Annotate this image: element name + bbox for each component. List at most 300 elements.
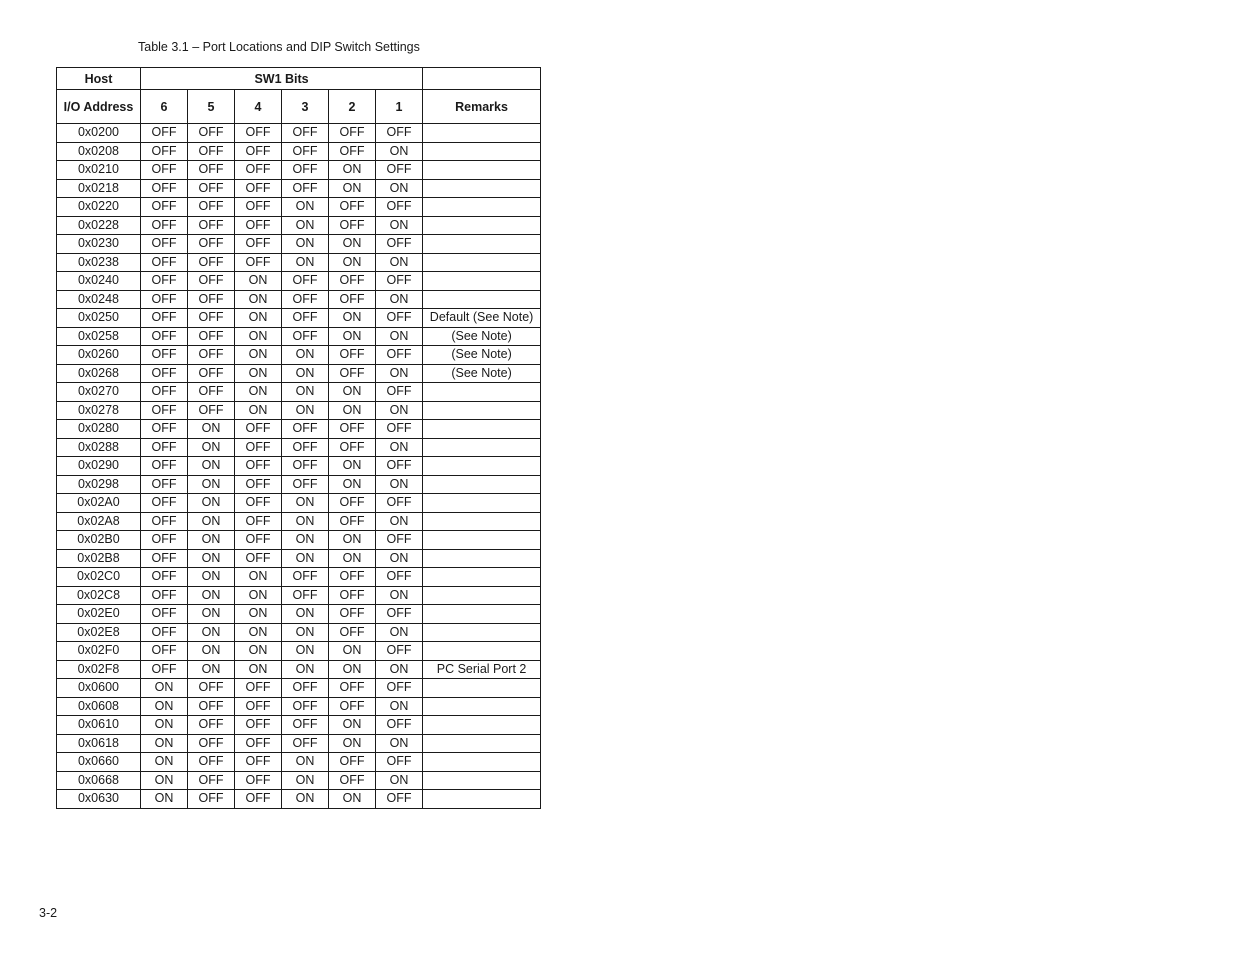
remarks-cell xyxy=(423,290,541,309)
switch-bit-cell: ON xyxy=(282,790,329,809)
io-address-cell: 0x02A0 xyxy=(57,494,141,513)
remarks-cell xyxy=(423,216,541,235)
switch-bit-cell: OFF xyxy=(141,364,188,383)
switch-bit-cell: ON xyxy=(282,531,329,550)
table-row xyxy=(57,364,541,383)
switch-bit-cell: OFF xyxy=(141,142,188,161)
switch-bit-cell: ON xyxy=(329,475,376,494)
io-address-cell: 0x0230 xyxy=(57,235,141,254)
switch-bit-cell: OFF xyxy=(141,420,188,439)
switch-bit-cell: ON xyxy=(235,401,282,420)
switch-bit-cell: OFF xyxy=(376,679,423,698)
switch-bit-cell: OFF xyxy=(282,272,329,291)
header-bit-2: 2 xyxy=(329,90,376,124)
io-address-cell: 0x0278 xyxy=(57,401,141,420)
switch-bit-cell: ON xyxy=(329,716,376,735)
switch-bit-cell: OFF xyxy=(376,605,423,624)
switch-bit-cell: OFF xyxy=(329,494,376,513)
switch-bit-cell: ON xyxy=(188,531,235,550)
switch-bit-cell: OFF xyxy=(188,272,235,291)
switch-bit-cell: OFF xyxy=(141,309,188,328)
switch-bit-cell: ON xyxy=(282,494,329,513)
switch-bit-cell: OFF xyxy=(376,383,423,402)
switch-bit-cell: ON xyxy=(376,771,423,790)
io-address-cell: 0x02C0 xyxy=(57,568,141,587)
switch-bit-cell: OFF xyxy=(376,753,423,772)
switch-bit-cell: ON xyxy=(282,198,329,217)
remarks-cell xyxy=(423,420,541,439)
switch-bit-cell: OFF xyxy=(282,457,329,476)
switch-bit-cell: OFF xyxy=(141,475,188,494)
switch-bit-cell: OFF xyxy=(235,475,282,494)
switch-bit-cell: OFF xyxy=(188,235,235,254)
switch-bit-cell: ON xyxy=(282,235,329,254)
table-row xyxy=(57,623,541,642)
switch-bit-cell: OFF xyxy=(235,235,282,254)
switch-bit-cell: OFF xyxy=(141,216,188,235)
switch-bit-cell: ON xyxy=(376,290,423,309)
switch-bit-cell: ON xyxy=(188,438,235,457)
switch-bit-cell: OFF xyxy=(235,457,282,476)
switch-bit-cell: ON xyxy=(141,697,188,716)
remarks-cell: PC Serial Port 2 xyxy=(423,660,541,679)
switch-bit-cell: OFF xyxy=(329,198,376,217)
switch-bit-cell: ON xyxy=(329,383,376,402)
header-bit-3: 3 xyxy=(282,90,329,124)
switch-bit-cell: ON xyxy=(188,586,235,605)
switch-bit-cell: ON xyxy=(235,605,282,624)
table-header xyxy=(57,68,541,124)
switch-bit-cell: OFF xyxy=(188,179,235,198)
switch-bit-cell: OFF xyxy=(188,161,235,180)
table-row xyxy=(57,142,541,161)
switch-bit-cell: OFF xyxy=(376,457,423,476)
switch-bit-cell: ON xyxy=(282,660,329,679)
switch-bit-cell: ON xyxy=(188,660,235,679)
switch-bit-cell: OFF xyxy=(141,457,188,476)
header-bit-6: 6 xyxy=(141,90,188,124)
io-address-cell: 0x02B8 xyxy=(57,549,141,568)
io-address-cell: 0x0608 xyxy=(57,697,141,716)
switch-bit-cell: OFF xyxy=(235,512,282,531)
switch-bit-cell: ON xyxy=(376,512,423,531)
switch-bit-cell: OFF xyxy=(188,216,235,235)
remarks-cell xyxy=(423,586,541,605)
header-io-address: I/O Address xyxy=(57,90,141,124)
io-address-cell: 0x0290 xyxy=(57,457,141,476)
switch-bit-cell: OFF xyxy=(329,438,376,457)
switch-bit-cell: OFF xyxy=(235,198,282,217)
switch-bit-cell: OFF xyxy=(282,179,329,198)
switch-bit-cell: OFF xyxy=(235,216,282,235)
switch-bit-cell: ON xyxy=(329,734,376,753)
remarks-cell xyxy=(423,401,541,420)
switch-bit-cell: ON xyxy=(376,475,423,494)
io-address-cell: 0x0258 xyxy=(57,327,141,346)
switch-bit-cell: OFF xyxy=(188,790,235,809)
switch-bit-cell: OFF xyxy=(376,235,423,254)
switch-bit-cell: ON xyxy=(282,753,329,772)
switch-bit-cell: OFF xyxy=(141,438,188,457)
switch-bit-cell: ON xyxy=(188,605,235,624)
switch-bit-cell: OFF xyxy=(188,142,235,161)
header-remarks-top xyxy=(423,68,541,90)
switch-bit-cell: OFF xyxy=(282,679,329,698)
remarks-cell xyxy=(423,475,541,494)
table-row xyxy=(57,568,541,587)
switch-bit-cell: ON xyxy=(282,512,329,531)
switch-bit-cell: ON xyxy=(235,309,282,328)
table-row xyxy=(57,734,541,753)
switch-bit-cell: OFF xyxy=(282,438,329,457)
switch-bit-cell: OFF xyxy=(282,586,329,605)
switch-bit-cell: ON xyxy=(329,457,376,476)
switch-bit-cell: OFF xyxy=(376,494,423,513)
remarks-cell xyxy=(423,198,541,217)
switch-bit-cell: OFF xyxy=(188,290,235,309)
table-row xyxy=(57,216,541,235)
switch-bit-cell: OFF xyxy=(282,124,329,143)
switch-bit-cell: OFF xyxy=(329,623,376,642)
switch-bit-cell: OFF xyxy=(282,568,329,587)
switch-bit-cell: OFF xyxy=(282,290,329,309)
switch-bit-cell: OFF xyxy=(235,549,282,568)
switch-bit-cell: ON xyxy=(235,623,282,642)
table-row xyxy=(57,549,541,568)
table-caption: Table 3.1 – Port Locations and DIP Switch Settings xyxy=(138,40,420,54)
switch-bit-cell: OFF xyxy=(141,494,188,513)
switch-bit-cell: OFF xyxy=(329,346,376,365)
io-address-cell: 0x0288 xyxy=(57,438,141,457)
table-row xyxy=(57,494,541,513)
remarks-cell xyxy=(423,679,541,698)
switch-bit-cell: ON xyxy=(282,549,329,568)
io-address-cell: 0x0240 xyxy=(57,272,141,291)
switch-bit-cell: OFF xyxy=(376,272,423,291)
switch-bit-cell: OFF xyxy=(235,420,282,439)
switch-bit-cell: OFF xyxy=(141,161,188,180)
switch-bit-cell: OFF xyxy=(188,383,235,402)
switch-bit-cell: OFF xyxy=(188,253,235,272)
switch-bit-cell: OFF xyxy=(282,420,329,439)
remarks-cell xyxy=(423,716,541,735)
switch-bit-cell: ON xyxy=(141,716,188,735)
switch-bit-cell: ON xyxy=(141,679,188,698)
io-address-cell: 0x0630 xyxy=(57,790,141,809)
switch-bit-cell: OFF xyxy=(141,383,188,402)
switch-bit-cell: OFF xyxy=(188,753,235,772)
switch-bit-cell: OFF xyxy=(235,734,282,753)
switch-bit-cell: OFF xyxy=(235,179,282,198)
io-address-cell: 0x0268 xyxy=(57,364,141,383)
switch-bit-cell: OFF xyxy=(376,531,423,550)
switch-bit-cell: ON xyxy=(376,216,423,235)
table-row xyxy=(57,457,541,476)
switch-bit-cell: OFF xyxy=(235,161,282,180)
io-address-cell: 0x0298 xyxy=(57,475,141,494)
remarks-cell xyxy=(423,790,541,809)
switch-bit-cell: OFF xyxy=(188,679,235,698)
switch-bit-cell: ON xyxy=(282,383,329,402)
switch-bit-cell: OFF xyxy=(329,568,376,587)
switch-bit-cell: ON xyxy=(282,623,329,642)
io-address-cell: 0x02C8 xyxy=(57,586,141,605)
io-address-cell: 0x0270 xyxy=(57,383,141,402)
switch-bit-cell: OFF xyxy=(188,716,235,735)
switch-bit-cell: OFF xyxy=(282,309,329,328)
table-row xyxy=(57,716,541,735)
switch-bit-cell: ON xyxy=(329,531,376,550)
switch-bit-cell: OFF xyxy=(329,272,376,291)
switch-bit-cell: ON xyxy=(329,161,376,180)
switch-bit-cell: ON xyxy=(235,568,282,587)
table-body xyxy=(57,124,541,809)
switch-bit-cell: OFF xyxy=(188,346,235,365)
switch-bit-cell: OFF xyxy=(141,290,188,309)
header-row-bottom xyxy=(57,90,541,124)
switch-bit-cell: OFF xyxy=(235,716,282,735)
remarks-cell xyxy=(423,124,541,143)
switch-bit-cell: ON xyxy=(282,401,329,420)
switch-bit-cell: OFF xyxy=(235,790,282,809)
remarks-cell xyxy=(423,512,541,531)
io-address-cell: 0x0210 xyxy=(57,161,141,180)
io-address-cell: 0x0220 xyxy=(57,198,141,217)
switch-bit-cell: ON xyxy=(235,660,282,679)
header-bit-1: 1 xyxy=(376,90,423,124)
switch-bit-cell: OFF xyxy=(235,531,282,550)
io-address-cell: 0x0600 xyxy=(57,679,141,698)
switch-bit-cell: ON xyxy=(376,586,423,605)
switch-bit-cell: OFF xyxy=(282,697,329,716)
switch-bit-cell: ON xyxy=(376,660,423,679)
switch-bit-cell: ON xyxy=(282,253,329,272)
switch-bit-cell: ON xyxy=(376,364,423,383)
remarks-cell xyxy=(423,142,541,161)
remarks-cell xyxy=(423,605,541,624)
remarks-cell: (See Note) xyxy=(423,346,541,365)
table-row xyxy=(57,272,541,291)
switch-bit-cell: OFF xyxy=(329,364,376,383)
io-address-cell: 0x02F0 xyxy=(57,642,141,661)
switch-bit-cell: OFF xyxy=(188,309,235,328)
switch-bit-cell: ON xyxy=(188,420,235,439)
io-address-cell: 0x02F8 xyxy=(57,660,141,679)
switch-bit-cell: ON xyxy=(376,253,423,272)
switch-bit-cell: ON xyxy=(282,771,329,790)
io-address-cell: 0x0618 xyxy=(57,734,141,753)
switch-bit-cell: OFF xyxy=(235,771,282,790)
remarks-cell xyxy=(423,179,541,198)
switch-bit-cell: OFF xyxy=(235,124,282,143)
switch-bit-cell: OFF xyxy=(376,642,423,661)
io-address-cell: 0x0238 xyxy=(57,253,141,272)
switch-bit-cell: OFF xyxy=(141,272,188,291)
switch-bit-cell: OFF xyxy=(329,753,376,772)
remarks-cell xyxy=(423,771,541,790)
switch-bit-cell: OFF xyxy=(282,475,329,494)
switch-bit-cell: OFF xyxy=(329,420,376,439)
switch-bit-cell: OFF xyxy=(282,734,329,753)
remarks-cell xyxy=(423,253,541,272)
remarks-cell: (See Note) xyxy=(423,364,541,383)
switch-bit-cell: OFF xyxy=(188,327,235,346)
switch-bit-cell: OFF xyxy=(141,198,188,217)
switch-bit-cell: OFF xyxy=(141,401,188,420)
switch-bit-cell: ON xyxy=(141,734,188,753)
switch-bit-cell: ON xyxy=(376,179,423,198)
table-row xyxy=(57,753,541,772)
io-address-cell: 0x0200 xyxy=(57,124,141,143)
remarks-cell xyxy=(423,623,541,642)
switch-bit-cell: OFF xyxy=(329,771,376,790)
switch-bit-cell: OFF xyxy=(188,401,235,420)
switch-bit-cell: OFF xyxy=(141,327,188,346)
switch-bit-cell: ON xyxy=(376,697,423,716)
switch-bit-cell: ON xyxy=(141,771,188,790)
switch-bit-cell: OFF xyxy=(282,142,329,161)
table-row xyxy=(57,790,541,809)
remarks-cell xyxy=(423,438,541,457)
switch-bit-cell: OFF xyxy=(329,142,376,161)
switch-bit-cell: ON xyxy=(188,494,235,513)
table-row xyxy=(57,198,541,217)
switch-bit-cell: ON xyxy=(329,327,376,346)
switch-bit-cell: OFF xyxy=(376,790,423,809)
io-address-cell: 0x0248 xyxy=(57,290,141,309)
switch-bit-cell: OFF xyxy=(141,531,188,550)
switch-bit-cell: OFF xyxy=(282,716,329,735)
switch-bit-cell: OFF xyxy=(188,697,235,716)
table-row xyxy=(57,401,541,420)
table-row xyxy=(57,586,541,605)
io-address-cell: 0x0610 xyxy=(57,716,141,735)
switch-bit-cell: OFF xyxy=(235,494,282,513)
table-row xyxy=(57,475,541,494)
table-row xyxy=(57,290,541,309)
page-number: 3-2 xyxy=(39,906,58,920)
switch-bit-cell: OFF xyxy=(141,586,188,605)
switch-bit-cell: ON xyxy=(329,179,376,198)
switch-bit-cell: OFF xyxy=(235,679,282,698)
switch-bit-cell: ON xyxy=(329,235,376,254)
table-row xyxy=(57,512,541,531)
switch-bit-cell: ON xyxy=(329,253,376,272)
remarks-cell xyxy=(423,383,541,402)
table-row xyxy=(57,771,541,790)
remarks-cell xyxy=(423,753,541,772)
io-address-cell: 0x02E0 xyxy=(57,605,141,624)
switch-bit-cell: ON xyxy=(188,475,235,494)
switch-bit-cell: ON xyxy=(188,457,235,476)
switch-bit-cell: ON xyxy=(282,605,329,624)
switch-bit-cell: ON xyxy=(376,734,423,753)
switch-bit-cell: ON xyxy=(376,549,423,568)
remarks-cell xyxy=(423,531,541,550)
io-address-cell: 0x02E8 xyxy=(57,623,141,642)
switch-bit-cell: OFF xyxy=(282,327,329,346)
io-address-cell: 0x0660 xyxy=(57,753,141,772)
switch-bit-cell: OFF xyxy=(188,198,235,217)
header-row-top xyxy=(57,68,541,90)
switch-bit-cell: ON xyxy=(188,549,235,568)
table-row xyxy=(57,531,541,550)
switch-bit-cell: ON xyxy=(329,642,376,661)
switch-bit-cell: ON xyxy=(235,642,282,661)
switch-bit-cell: OFF xyxy=(141,179,188,198)
remarks-cell xyxy=(423,235,541,254)
switch-bit-cell: OFF xyxy=(235,697,282,716)
switch-bit-cell: ON xyxy=(235,272,282,291)
io-address-cell: 0x0218 xyxy=(57,179,141,198)
switch-bit-cell: OFF xyxy=(141,235,188,254)
switch-bit-cell: ON xyxy=(282,346,329,365)
switch-bit-cell: OFF xyxy=(329,697,376,716)
switch-bit-cell: OFF xyxy=(329,605,376,624)
table-row xyxy=(57,605,541,624)
remarks-cell xyxy=(423,272,541,291)
header-bit-5: 5 xyxy=(188,90,235,124)
table-row xyxy=(57,438,541,457)
header-bit-4: 4 xyxy=(235,90,282,124)
switch-bit-cell: ON xyxy=(235,346,282,365)
remarks-cell xyxy=(423,457,541,476)
switch-bit-cell: OFF xyxy=(141,642,188,661)
switch-bit-cell: ON xyxy=(141,790,188,809)
table-row xyxy=(57,161,541,180)
switch-bit-cell: OFF xyxy=(329,586,376,605)
switch-bit-cell: ON xyxy=(188,568,235,587)
table-row xyxy=(57,660,541,679)
switch-bit-cell: ON xyxy=(282,364,329,383)
switch-bit-cell: OFF xyxy=(141,124,188,143)
header-sw1-bits: SW1 Bits xyxy=(141,68,423,90)
remarks-cell xyxy=(423,697,541,716)
switch-bit-cell: OFF xyxy=(188,124,235,143)
switch-bit-cell: OFF xyxy=(235,142,282,161)
switch-bit-cell: OFF xyxy=(141,605,188,624)
switch-bit-cell: OFF xyxy=(329,216,376,235)
table-row xyxy=(57,420,541,439)
switch-bit-cell: OFF xyxy=(376,346,423,365)
switch-bit-cell: ON xyxy=(329,790,376,809)
table-row xyxy=(57,383,541,402)
switch-bit-cell: OFF xyxy=(282,161,329,180)
switch-bit-cell: ON xyxy=(376,401,423,420)
remarks-cell: (See Note) xyxy=(423,327,541,346)
switch-bit-cell: OFF xyxy=(329,512,376,531)
switch-bit-cell: OFF xyxy=(376,568,423,587)
switch-bit-cell: ON xyxy=(376,438,423,457)
switch-bit-cell: OFF xyxy=(188,771,235,790)
table-row xyxy=(57,697,541,716)
table-row xyxy=(57,309,541,328)
io-address-cell: 0x0228 xyxy=(57,216,141,235)
switch-bit-cell: OFF xyxy=(376,161,423,180)
table-row xyxy=(57,679,541,698)
switch-bit-cell: OFF xyxy=(376,198,423,217)
remarks-cell xyxy=(423,494,541,513)
switch-bit-cell: ON xyxy=(235,364,282,383)
switch-bit-cell: OFF xyxy=(376,309,423,328)
switch-bit-cell: ON xyxy=(235,383,282,402)
header-remarks: Remarks xyxy=(423,90,541,124)
switch-bit-cell: OFF xyxy=(141,660,188,679)
io-address-cell: 0x02B0 xyxy=(57,531,141,550)
switch-bit-cell: OFF xyxy=(329,124,376,143)
port-locations-table xyxy=(56,67,541,809)
switch-bit-cell: ON xyxy=(188,623,235,642)
